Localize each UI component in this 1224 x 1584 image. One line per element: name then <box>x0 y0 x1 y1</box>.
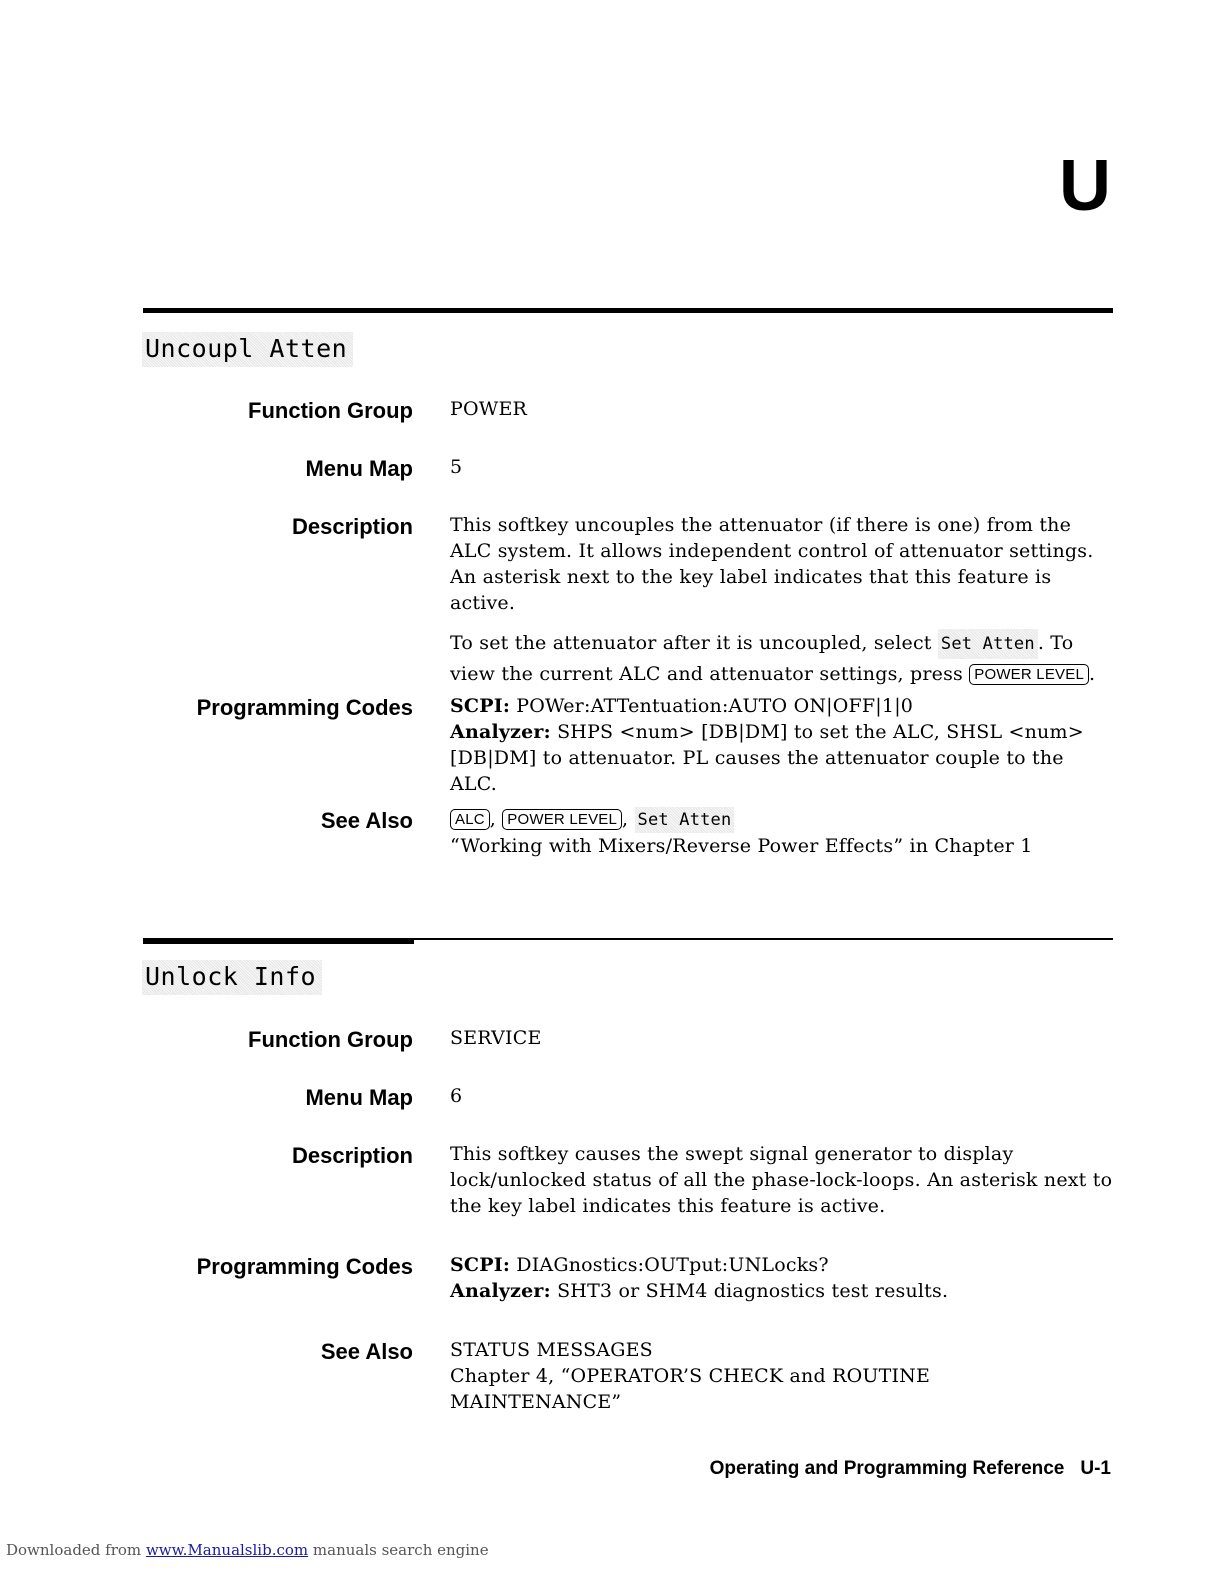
power-level-key: POWER LEVEL <box>969 664 1089 685</box>
analyzer-command: SHT3 or SHM4 diagnostics test results. <box>557 1280 949 1302</box>
see-also-body <box>450 806 1115 859</box>
footer-title: Operating and Programming Reference <box>709 1458 1065 1479</box>
chapter-letter: U <box>1059 146 1111 226</box>
see-also-reference: Chapter 4, “OPERATOR’S CHECK and ROUTINE MAINTENANCE” <box>450 1365 931 1413</box>
section-divider <box>143 308 1113 313</box>
download-prefix: Downloaded from <box>6 1541 142 1559</box>
analyzer-command: SHPS <num> [DB|DM] to set the ALC, SHSL <num> [DB|DM] to attenuator. PL causes the attenuator couple to the ALC. <box>450 721 1084 795</box>
section-divider <box>414 938 1113 940</box>
programming-codes-body <box>450 1252 1115 1304</box>
function-group-value: POWER <box>450 398 528 420</box>
function-group-value: SERVICE <box>450 1027 542 1049</box>
programming-codes-label: Programming Codes <box>196 1254 413 1279</box>
section-divider <box>143 938 414 944</box>
see-also-label: See Also <box>320 808 413 833</box>
description-text: To set the attenuator after it is uncoupled, select <box>450 632 932 654</box>
programming-codes-body <box>450 693 1115 797</box>
page-footer <box>710 1458 1111 1480</box>
description-paragraph: This softkey causes the swept signal generator to display lock/unlocked status of all the phase-lock-loops. An asterisk next to the key label indicates this feature is active. <box>450 1143 1113 1217</box>
description-body <box>450 512 1115 689</box>
see-also-reference: “Working with Mixers/Reverse Power Effects” in Chapter 1 <box>450 835 1033 857</box>
entry-title: Uncoupl Atten <box>142 332 353 367</box>
menu-map-label: Menu Map <box>305 456 413 481</box>
separator: , <box>622 808 629 830</box>
see-also-label: See Also <box>320 1339 413 1364</box>
description-paragraph <box>450 628 1115 689</box>
alc-key: ALC <box>450 809 490 830</box>
description-body <box>450 1141 1115 1219</box>
description-label: Description <box>291 514 413 539</box>
separator: , <box>489 808 497 830</box>
function-group-label: Function Group <box>248 398 413 423</box>
menu-map-label: Menu Map <box>305 1085 413 1110</box>
analyzer-label: Analyzer: <box>450 1280 551 1302</box>
scpi-label: SCPI: <box>450 1254 511 1276</box>
programming-codes-label: Programming Codes <box>196 695 413 720</box>
see-also-reference: STATUS MESSAGES <box>450 1339 653 1361</box>
download-note <box>6 1541 489 1559</box>
description-label: Description <box>291 1143 413 1168</box>
set-atten-softkey: Set Atten <box>938 629 1038 659</box>
power-level-key: POWER LEVEL <box>502 809 622 830</box>
manualslib-link[interactable]: www.Manualslib.com <box>145 1541 309 1559</box>
menu-map-value: 5 <box>450 456 463 478</box>
description-text: . To view the current ALC and attenuator settings, press <box>450 632 1074 685</box>
see-also-body <box>450 1337 1010 1415</box>
page-number: U-1 <box>1080 1458 1111 1479</box>
entry-title: Unlock Info <box>142 960 322 995</box>
period-text: . <box>1088 663 1096 685</box>
function-group-label: Function Group <box>248 1027 413 1052</box>
set-atten-softkey: Set Atten <box>635 807 735 833</box>
menu-map-value: 6 <box>450 1085 463 1107</box>
scpi-label: SCPI: <box>450 695 511 717</box>
analyzer-label: Analyzer: <box>450 721 551 743</box>
description-paragraph: This softkey uncouples the attenuator (if there is one) from the ALC system. It allows independent control of attenuator settings. An asterisk next to the key label indicates that this feature is active. <box>450 514 1094 614</box>
scpi-command: DIAGnostics:OUTput:UNLocks? <box>516 1254 829 1276</box>
scpi-command: POWer:ATTentuation:AUTO ON|OFF|1|0 <box>516 695 914 717</box>
download-suffix: manuals search engine <box>312 1541 489 1559</box>
